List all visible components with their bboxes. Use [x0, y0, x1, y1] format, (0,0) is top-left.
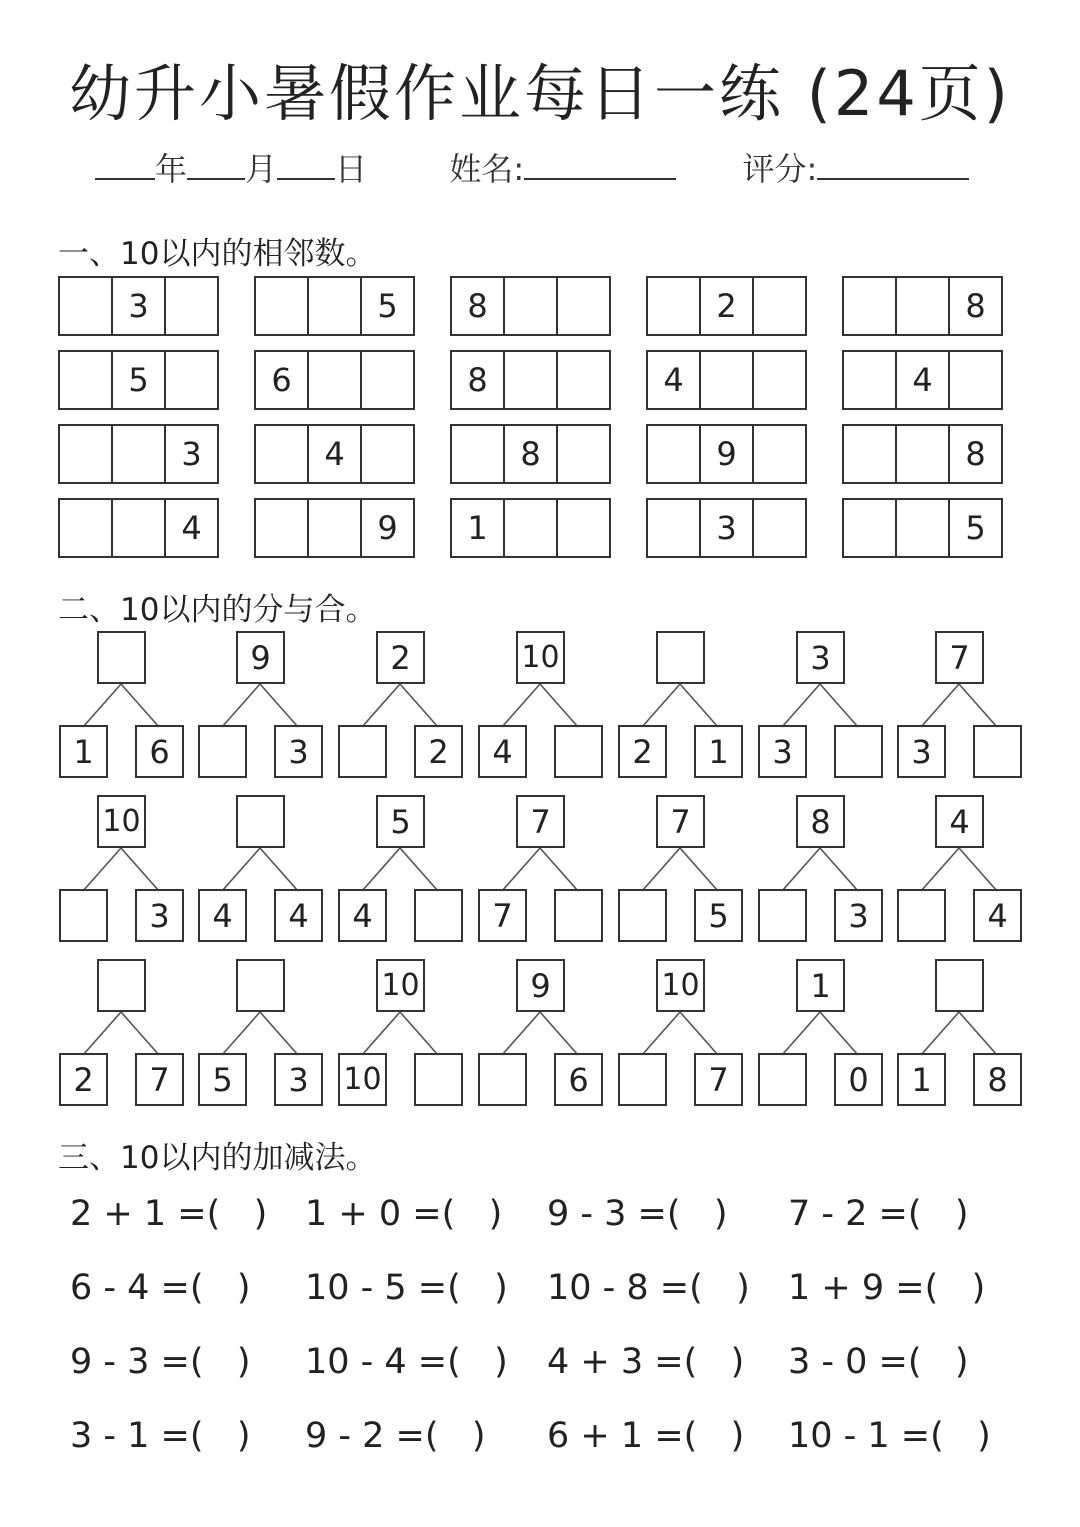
answer-box[interactable] [646, 424, 701, 484]
equation[interactable]: 6 + 1 =( ) [547, 1416, 745, 1456]
number-bond [198, 795, 323, 950]
number-bond [758, 959, 883, 1114]
answer-box[interactable] [758, 1053, 807, 1106]
answer-box[interactable] [164, 350, 219, 410]
number-box: 8 [503, 424, 558, 484]
answer-box[interactable] [198, 725, 247, 778]
score-label: 评分: [742, 150, 818, 188]
number-box: 5 [111, 350, 166, 410]
equation[interactable]: 4 + 3 =( ) [547, 1342, 745, 1382]
number-box: 5 [360, 276, 415, 336]
number-box: 8 [450, 276, 505, 336]
answer-box[interactable] [895, 498, 950, 558]
answer-box[interactable] [59, 889, 108, 942]
answer-box[interactable] [842, 276, 897, 336]
number-box: 5 [198, 1053, 247, 1106]
number-bond [338, 795, 463, 950]
answer-box[interactable] [307, 350, 362, 410]
number-bond [338, 631, 463, 786]
equation[interactable]: 9 - 2 =( ) [305, 1416, 486, 1456]
answer-box[interactable] [842, 498, 897, 558]
number-box: 5 [376, 795, 425, 848]
equation[interactable]: 10 - 5 =( ) [305, 1268, 508, 1308]
number-box: 1 [59, 725, 108, 778]
number-bond [59, 631, 184, 786]
adjacent-group [450, 498, 611, 558]
answer-box[interactable] [752, 424, 807, 484]
answer-box[interactable] [656, 631, 705, 684]
number-bond [758, 631, 883, 786]
equation[interactable]: 2 + 1 =( ) [70, 1194, 268, 1234]
page-title: 幼升小暑假作业每日一练 (24页) [69, 57, 1011, 130]
answer-box[interactable] [752, 498, 807, 558]
answer-box[interactable] [254, 276, 309, 336]
number-bond [478, 631, 603, 786]
number-box: 1 [450, 498, 505, 558]
answer-box[interactable] [97, 959, 146, 1012]
number-box: 0 [834, 1053, 883, 1106]
answer-box[interactable] [842, 424, 897, 484]
answer-box[interactable] [254, 424, 309, 484]
answer-box[interactable] [58, 350, 113, 410]
section-decompose-title: 二、10以内的分与合。 [58, 592, 377, 628]
number-box: 4 [478, 725, 527, 778]
number-box: 5 [948, 498, 1003, 558]
answer-box[interactable] [414, 889, 463, 942]
answer-box[interactable] [307, 276, 362, 336]
number-box: 3 [834, 889, 883, 942]
answer-box[interactable] [414, 1053, 463, 1106]
answer-box[interactable] [360, 424, 415, 484]
answer-box[interactable] [503, 276, 558, 336]
number-box: 6 [254, 350, 309, 410]
answer-box[interactable] [554, 889, 603, 942]
adjacent-group [646, 276, 807, 336]
number-box: 4 [307, 424, 362, 484]
number-box: 3 [274, 725, 323, 778]
adjacent-group [254, 350, 415, 410]
adjacent-group [58, 350, 219, 410]
answer-box[interactable] [935, 959, 984, 1012]
adjacent-group [646, 424, 807, 484]
number-box: 10 [656, 959, 705, 1012]
section-adjacent-title: 一、10以内的相邻数。 [58, 236, 377, 272]
number-box: 2 [59, 1053, 108, 1106]
score-blank[interactable] [817, 148, 969, 180]
number-box: 7 [694, 1053, 743, 1106]
number-bond [478, 959, 603, 1114]
info-row [95, 144, 995, 194]
number-box: 4 [895, 350, 950, 410]
answer-box[interactable] [752, 276, 807, 336]
number-box: 9 [236, 631, 285, 684]
number-bond [478, 795, 603, 950]
number-bond [618, 795, 743, 950]
answer-box[interactable] [58, 498, 113, 558]
answer-box[interactable] [164, 276, 219, 336]
answer-box[interactable] [236, 795, 285, 848]
adjacent-group [58, 276, 219, 336]
number-box: 7 [516, 795, 565, 848]
number-box: 4 [973, 889, 1022, 942]
equation[interactable]: 10 - 1 =( ) [788, 1416, 991, 1456]
answer-box[interactable] [450, 424, 505, 484]
adjacent-group [842, 276, 1003, 336]
number-bond [618, 631, 743, 786]
equation[interactable]: 1 + 9 =( ) [788, 1268, 986, 1308]
number-box: 10 [97, 795, 146, 848]
number-box: 3 [164, 424, 219, 484]
number-bond [758, 795, 883, 950]
name-blank[interactable] [524, 148, 676, 180]
number-box: 7 [135, 1053, 184, 1106]
answer-box[interactable] [834, 725, 883, 778]
number-box: 3 [897, 725, 946, 778]
equation[interactable]: 6 - 4 =( ) [70, 1268, 251, 1308]
number-box: 10 [338, 1053, 387, 1106]
answer-box[interactable] [360, 350, 415, 410]
number-box: 8 [948, 276, 1003, 336]
equation[interactable]: 10 - 8 =( ) [547, 1268, 750, 1308]
equation[interactable]: 3 - 1 =( ) [70, 1416, 251, 1456]
adjacent-group [58, 424, 219, 484]
adjacent-group [254, 424, 415, 484]
year-blank[interactable] [95, 148, 155, 180]
number-box: 7 [478, 889, 527, 942]
answer-box[interactable] [895, 424, 950, 484]
number-bond [198, 631, 323, 786]
answer-box[interactable] [58, 424, 113, 484]
answer-box[interactable] [897, 889, 946, 942]
number-box: 7 [935, 631, 984, 684]
year-label: 年 [155, 150, 188, 188]
number-bond [897, 795, 1022, 950]
equation[interactable]: 3 - 0 =( ) [788, 1342, 969, 1382]
number-bond [618, 959, 743, 1114]
answer-box[interactable] [478, 1053, 527, 1106]
number-box: 8 [948, 424, 1003, 484]
number-box: 9 [516, 959, 565, 1012]
number-box: 3 [699, 498, 754, 558]
answer-box[interactable] [111, 498, 166, 558]
section-arith-title: 三、10以内的加减法。 [58, 1140, 377, 1176]
number-bond [897, 959, 1022, 1114]
adjacent-group [450, 424, 611, 484]
answer-box[interactable] [556, 276, 611, 336]
number-box: 9 [699, 424, 754, 484]
number-box: 4 [164, 498, 219, 558]
answer-box[interactable] [618, 889, 667, 942]
adjacent-group [842, 424, 1003, 484]
answer-box[interactable] [556, 424, 611, 484]
month-label: 月 [245, 150, 278, 188]
equation[interactable]: 9 - 3 =( ) [547, 1194, 728, 1234]
adjacent-group [646, 350, 807, 410]
number-box: 3 [111, 276, 166, 336]
answer-box[interactable] [338, 725, 387, 778]
adjacent-group [58, 498, 219, 558]
number-box: 4 [935, 795, 984, 848]
adjacent-group [450, 276, 611, 336]
day-blank[interactable] [277, 148, 335, 180]
number-box: 3 [135, 889, 184, 942]
number-box: 6 [135, 725, 184, 778]
equation[interactable]: 7 - 2 =( ) [788, 1194, 969, 1234]
answer-box[interactable] [97, 631, 146, 684]
number-box: 4 [198, 889, 247, 942]
answer-box[interactable] [554, 725, 603, 778]
number-box: 3 [274, 1053, 323, 1106]
number-bond [59, 795, 184, 950]
number-box: 1 [694, 725, 743, 778]
answer-box[interactable] [556, 350, 611, 410]
number-box: 10 [376, 959, 425, 1012]
answer-box[interactable] [699, 350, 754, 410]
adjacent-group [254, 498, 415, 558]
adjacent-group [842, 350, 1003, 410]
answer-box[interactable] [503, 350, 558, 410]
number-box: 3 [758, 725, 807, 778]
adjacent-group [450, 350, 611, 410]
number-box: 1 [796, 959, 845, 1012]
number-bond [59, 959, 184, 1114]
number-box: 3 [796, 631, 845, 684]
number-bond [338, 959, 463, 1114]
number-bond [198, 959, 323, 1114]
adjacent-group [254, 276, 415, 336]
number-box: 8 [973, 1053, 1022, 1106]
number-box: 8 [796, 795, 845, 848]
name-label: 姓名: [449, 150, 525, 188]
answer-box[interactable] [254, 498, 309, 558]
month-blank[interactable] [187, 148, 245, 180]
number-box: 2 [699, 276, 754, 336]
number-box: 10 [516, 631, 565, 684]
number-bond [897, 631, 1022, 786]
answer-box[interactable] [236, 959, 285, 1012]
number-box: 8 [450, 350, 505, 410]
adjacent-group [842, 498, 1003, 558]
answer-box[interactable] [895, 276, 950, 336]
answer-box[interactable] [948, 350, 1003, 410]
number-box: 4 [338, 889, 387, 942]
answer-box[interactable] [111, 424, 166, 484]
number-box: 4 [274, 889, 323, 942]
number-box: 5 [694, 889, 743, 942]
answer-box[interactable] [556, 498, 611, 558]
number-box: 9 [360, 498, 415, 558]
number-box: 1 [897, 1053, 946, 1106]
adjacent-group [646, 498, 807, 558]
answer-box[interactable] [618, 1053, 667, 1106]
equation[interactable]: 10 - 4 =( ) [305, 1342, 508, 1382]
answer-box[interactable] [758, 889, 807, 942]
answer-box[interactable] [973, 725, 1022, 778]
answer-box[interactable] [58, 276, 113, 336]
answer-box[interactable] [646, 276, 701, 336]
equation[interactable]: 1 + 0 =( ) [305, 1194, 503, 1234]
equation[interactable]: 9 - 3 =( ) [70, 1342, 251, 1382]
day-label: 日 [335, 150, 368, 188]
number-box: 2 [618, 725, 667, 778]
number-box: 4 [646, 350, 701, 410]
answer-box[interactable] [307, 498, 362, 558]
number-box: 2 [376, 631, 425, 684]
number-box: 7 [656, 795, 705, 848]
answer-box[interactable] [842, 350, 897, 410]
answer-box[interactable] [503, 498, 558, 558]
number-box: 6 [554, 1053, 603, 1106]
answer-box[interactable] [752, 350, 807, 410]
number-box: 2 [414, 725, 463, 778]
answer-box[interactable] [646, 498, 701, 558]
